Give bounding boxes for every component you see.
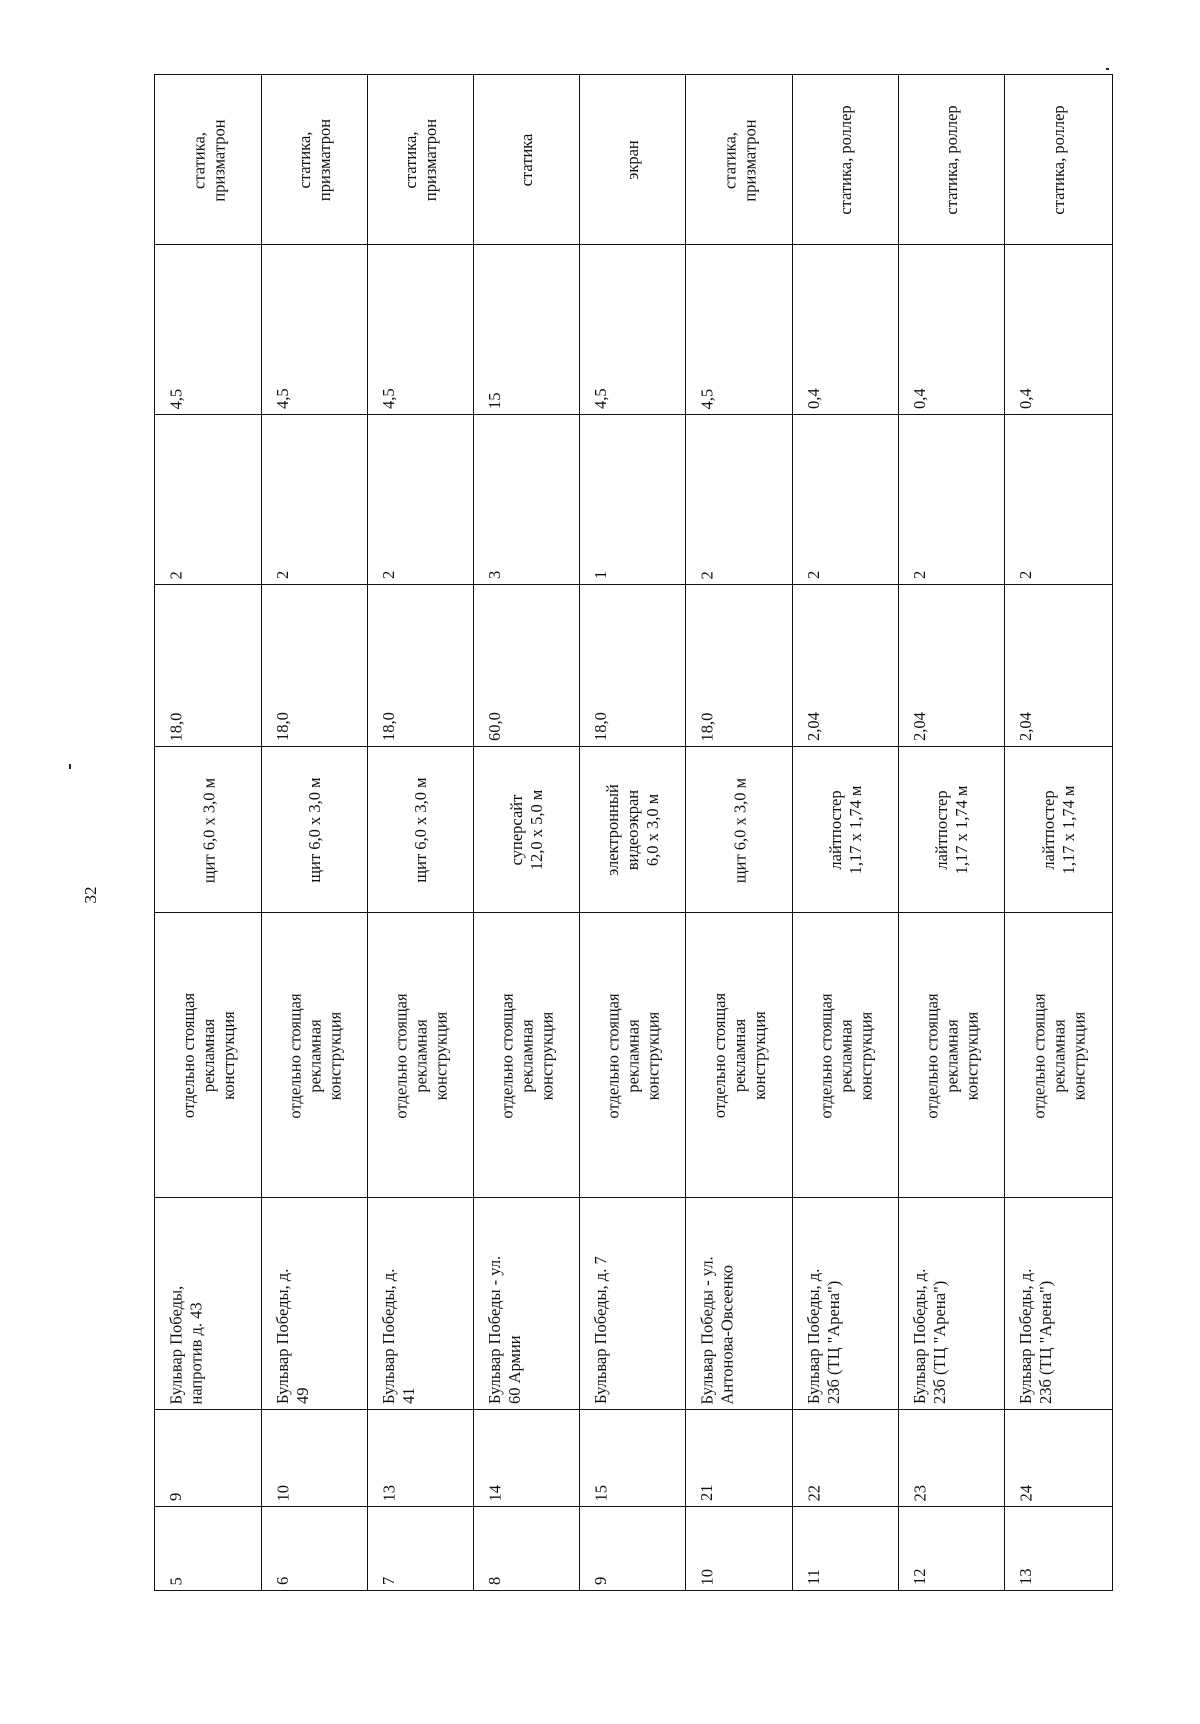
cell-text-line: статика, bbox=[295, 131, 314, 189]
cell-text-line: 4,5 bbox=[379, 388, 398, 409]
cell-text-line: рекламная bbox=[411, 1018, 430, 1093]
cell-text-line: статика, роллер bbox=[836, 105, 855, 215]
cell-tech bbox=[262, 75, 368, 245]
cell-text-line: 4,5 bbox=[166, 388, 185, 409]
cell-address bbox=[686, 1198, 793, 1410]
cell-text-line: 13 bbox=[379, 1484, 398, 1501]
cell-text-line: 18,0 bbox=[166, 712, 185, 741]
cell-tech bbox=[155, 75, 262, 245]
cell-text-line: 8 bbox=[485, 1576, 504, 1585]
cell-format bbox=[368, 747, 474, 913]
cell-total bbox=[262, 245, 368, 415]
cell-text-line: отдельно стоящая bbox=[816, 992, 835, 1119]
cell-text-line: конструкция bbox=[856, 1011, 875, 1100]
cell-text-line: 18,0 bbox=[273, 712, 292, 741]
cell-text-line: 2 bbox=[273, 570, 292, 579]
cell-text-line: Бульвар Победы - ул. bbox=[485, 1255, 504, 1404]
cell-text-line: 18,0 bbox=[379, 712, 398, 741]
cell-text-line: 41 bbox=[399, 1387, 418, 1404]
cell-total bbox=[474, 245, 580, 415]
cell-sides bbox=[474, 415, 580, 585]
cell-no bbox=[1005, 1507, 1113, 1591]
cell-no bbox=[793, 1507, 899, 1591]
cell-text-line: рекламная bbox=[942, 1018, 961, 1093]
cell-text-line: Бульвар Победы, д. bbox=[379, 1268, 398, 1404]
cell-id bbox=[474, 1410, 580, 1507]
cell-text-line: 18,0 bbox=[591, 712, 610, 741]
cell-area bbox=[899, 585, 1005, 747]
cell-text-line: статика, роллер bbox=[942, 105, 961, 215]
cell-total bbox=[1005, 245, 1113, 415]
cell-text-line: Антонова-Овсеенко bbox=[717, 1264, 736, 1404]
cell-text-line: 1,17 х 1,74 м bbox=[1059, 785, 1078, 875]
cell-tech bbox=[899, 75, 1005, 245]
cell-text-line: 23б (ТЦ "Арена") bbox=[930, 1280, 949, 1404]
cell-total bbox=[155, 245, 262, 415]
cell-text-line: конструкция bbox=[1069, 1011, 1088, 1100]
cell-area bbox=[155, 585, 262, 747]
cell-text-line: конструкция bbox=[537, 1011, 556, 1100]
cell-text-line: отдельно стоящая bbox=[709, 992, 729, 1119]
cell-text-line: 1 bbox=[591, 570, 610, 579]
cell-text-line: 0,4 bbox=[804, 388, 823, 409]
cell-text-line: статика, роллер bbox=[1049, 105, 1068, 215]
cell-format bbox=[793, 747, 899, 913]
cell-tech bbox=[368, 75, 474, 245]
field-row-sides bbox=[155, 415, 1113, 585]
cell-text-line: 9 bbox=[591, 1576, 610, 1585]
cell-sides bbox=[899, 415, 1005, 585]
cell-type bbox=[793, 913, 899, 1198]
cell-text-line: видеоэкран bbox=[623, 789, 642, 871]
cell-text-line: щит 6,0 х 3,0 м bbox=[411, 777, 430, 883]
cell-text-line: 10 bbox=[273, 1484, 292, 1501]
cell-text-line: отдельно стоящая bbox=[497, 992, 516, 1119]
cell-tech bbox=[580, 75, 686, 245]
cell-text-line: 3 bbox=[485, 570, 504, 579]
scan-speck bbox=[69, 764, 71, 769]
cell-type bbox=[686, 913, 793, 1198]
cell-text-line: 2,04 bbox=[910, 712, 929, 741]
cell-text-line: Бульвар Победы, д. bbox=[910, 1268, 929, 1404]
cell-id bbox=[368, 1410, 474, 1507]
cell-id bbox=[1005, 1410, 1113, 1507]
cell-text-line: 4,5 bbox=[273, 388, 292, 409]
cell-area bbox=[686, 585, 793, 747]
cell-address bbox=[793, 1198, 899, 1410]
cell-id bbox=[580, 1410, 686, 1507]
field-row-format bbox=[155, 747, 1113, 913]
cell-tech bbox=[474, 75, 580, 245]
cell-text-line: 2,04 bbox=[804, 712, 823, 741]
cell-total bbox=[686, 245, 793, 415]
cell-sides bbox=[793, 415, 899, 585]
cell-tech bbox=[1005, 75, 1113, 245]
cell-text-line: 2 bbox=[910, 570, 929, 579]
cell-text-line: 12 bbox=[910, 1568, 929, 1585]
cell-text-line: конструкция bbox=[643, 1011, 662, 1100]
cell-text-line: 2,04 bbox=[1016, 712, 1035, 741]
cell-text-line: 10 bbox=[697, 1568, 716, 1585]
cell-text-line: щит 6,0 х 3,0 м bbox=[198, 777, 218, 883]
cell-total bbox=[899, 245, 1005, 415]
cell-tech bbox=[793, 75, 899, 245]
cell-text-line: 6 bbox=[273, 1576, 292, 1585]
cell-text-line: рекламная bbox=[198, 1018, 218, 1093]
cell-text-line: 15 bbox=[591, 1484, 610, 1501]
cell-sides bbox=[580, 415, 686, 585]
cell-text-line: 15 bbox=[485, 392, 504, 409]
field-row-tech bbox=[155, 75, 1113, 245]
field-row-address bbox=[155, 1198, 1113, 1410]
field-row-id bbox=[155, 1410, 1113, 1507]
cell-address bbox=[1005, 1198, 1113, 1410]
cell-text-line: 22 bbox=[804, 1484, 823, 1501]
cell-no bbox=[580, 1507, 686, 1591]
cell-text-line: конструкция bbox=[325, 1011, 344, 1100]
cell-text-line: отдельно стоящая bbox=[391, 992, 410, 1119]
cell-text-line: Бульвар Победы, bbox=[166, 1285, 185, 1404]
cell-format bbox=[155, 747, 262, 913]
cell-text-line: 4,5 bbox=[591, 388, 610, 409]
cell-id bbox=[899, 1410, 1005, 1507]
cell-text-line: электронный bbox=[603, 784, 622, 876]
cell-area bbox=[474, 585, 580, 747]
cell-text-line: 18,0 bbox=[697, 712, 716, 741]
cell-text-line: 4,5 bbox=[697, 388, 716, 409]
cell-no bbox=[155, 1507, 262, 1591]
cell-text-line: 2 bbox=[166, 570, 185, 579]
cell-text-line: щит 6,0 х 3,0 м bbox=[305, 777, 324, 883]
cell-text-line: призматрон bbox=[208, 118, 228, 202]
cell-address bbox=[262, 1198, 368, 1410]
cell-address bbox=[474, 1198, 580, 1410]
cell-text-line: лайтпостер bbox=[932, 790, 951, 870]
cell-text-line: 23 bbox=[910, 1484, 929, 1501]
cell-address bbox=[580, 1198, 686, 1410]
cell-tech bbox=[686, 75, 793, 245]
cell-text-line: 14 bbox=[485, 1484, 504, 1501]
cell-text-line: Бульвар Победы - ул. bbox=[697, 1255, 716, 1404]
cell-text-line: отдельно стоящая bbox=[285, 992, 304, 1119]
cell-type bbox=[1005, 913, 1113, 1198]
cell-text-line: 49 bbox=[293, 1387, 312, 1404]
cell-text-line: конструкция bbox=[218, 1011, 238, 1100]
cell-sides bbox=[1005, 415, 1113, 585]
cell-text-line: 2 bbox=[697, 570, 716, 579]
cell-no bbox=[262, 1507, 368, 1591]
cell-text-line: статика bbox=[517, 133, 536, 187]
cell-address bbox=[155, 1198, 262, 1410]
scan-speck bbox=[1106, 68, 1109, 70]
cell-text-line: отдельно стоящая bbox=[1029, 992, 1048, 1119]
cell-sides bbox=[262, 415, 368, 585]
field-row-no bbox=[155, 1507, 1113, 1591]
cell-id bbox=[262, 1410, 368, 1507]
cell-text-line: 7 bbox=[379, 1576, 398, 1585]
cell-address bbox=[368, 1198, 474, 1410]
cell-text-line: 1,17 х 1,74 м bbox=[846, 785, 865, 875]
cell-type bbox=[368, 913, 474, 1198]
cell-text-line: рекламная bbox=[729, 1018, 749, 1093]
cell-id bbox=[686, 1410, 793, 1507]
cell-text-line: статика, bbox=[188, 131, 208, 189]
cell-format bbox=[1005, 747, 1113, 913]
cell-text-line: 6,0 х 3,0 м bbox=[643, 793, 662, 867]
cell-text-line: 60 Армии bbox=[505, 1335, 524, 1404]
cell-address bbox=[899, 1198, 1005, 1410]
cell-text-line: 1,17 х 1,74 м bbox=[952, 785, 971, 875]
cell-text-line: статика, bbox=[719, 131, 739, 189]
cell-text-line: 0,4 bbox=[910, 388, 929, 409]
cell-total bbox=[580, 245, 686, 415]
advertising-structures-table bbox=[154, 74, 1113, 1591]
cell-text-line: 60,0 bbox=[485, 712, 504, 741]
cell-no bbox=[686, 1507, 793, 1591]
cell-text-line: рекламная bbox=[836, 1018, 855, 1093]
cell-format bbox=[686, 747, 793, 913]
cell-format bbox=[262, 747, 368, 913]
cell-text-line: рекламная bbox=[1049, 1018, 1068, 1093]
cell-text-line: отдельно стоящая bbox=[178, 992, 198, 1119]
cell-area bbox=[262, 585, 368, 747]
cell-sides bbox=[155, 415, 262, 585]
cell-text-line: экран bbox=[623, 140, 642, 180]
cell-type bbox=[262, 913, 368, 1198]
cell-text-line: отдельно стоящая bbox=[922, 992, 941, 1119]
cell-format bbox=[474, 747, 580, 913]
cell-text-line: призматрон bbox=[315, 118, 334, 202]
cell-sides bbox=[368, 415, 474, 585]
cell-text-line: 9 bbox=[166, 1492, 185, 1501]
cell-area bbox=[793, 585, 899, 747]
cell-text-line: Бульвар Победы, д. bbox=[1016, 1268, 1035, 1404]
cell-text-line: напротив д. 43 bbox=[186, 1301, 205, 1404]
cell-text-line: конструкция bbox=[431, 1011, 450, 1100]
field-row-type bbox=[155, 913, 1113, 1198]
cell-format bbox=[899, 747, 1005, 913]
cell-text-line: конструкция bbox=[962, 1011, 981, 1100]
cell-area bbox=[368, 585, 474, 747]
cell-text-line: 11 bbox=[804, 1569, 823, 1585]
cell-no bbox=[368, 1507, 474, 1591]
page-number: 32 bbox=[81, 886, 100, 904]
cell-sides bbox=[686, 415, 793, 585]
cell-text-line: 2 bbox=[804, 570, 823, 579]
cell-text-line: призматрон bbox=[739, 118, 759, 202]
cell-text-line: 12,0 х 5,0 м bbox=[527, 789, 546, 871]
cell-text-line: призматрон bbox=[421, 118, 440, 202]
cell-text-line: 13 bbox=[1016, 1568, 1035, 1585]
cell-text-line: щит 6,0 х 3,0 м bbox=[729, 777, 749, 883]
cell-text-line: статика, bbox=[401, 131, 420, 189]
cell-format bbox=[580, 747, 686, 913]
cell-id bbox=[155, 1410, 262, 1507]
cell-text-line: лайтпостер bbox=[1039, 790, 1058, 870]
cell-text-line: Бульвар Победы, д. bbox=[273, 1268, 292, 1404]
cell-text-line: 0,4 bbox=[1016, 388, 1035, 409]
cell-text-line: 23б (ТЦ "Арена") bbox=[824, 1280, 843, 1404]
cell-text-line: Бульвар Победы, д. 7 bbox=[591, 1256, 610, 1404]
cell-text-line: 2 bbox=[379, 570, 398, 579]
cell-type bbox=[899, 913, 1005, 1198]
cell-text-line: 21 bbox=[697, 1484, 716, 1501]
cell-no bbox=[474, 1507, 580, 1591]
cell-text-line: рекламная bbox=[623, 1018, 642, 1093]
field-row-total bbox=[155, 245, 1113, 415]
cell-total bbox=[793, 245, 899, 415]
cell-area bbox=[1005, 585, 1113, 747]
cell-area bbox=[580, 585, 686, 747]
cell-total bbox=[368, 245, 474, 415]
cell-text-line: суперсайт bbox=[507, 794, 526, 866]
cell-text-line: рекламная bbox=[517, 1018, 536, 1093]
cell-text-line: лайтпостер bbox=[826, 790, 845, 870]
cell-text-line: 2 bbox=[1016, 570, 1035, 579]
cell-text-line: отдельно стоящая bbox=[603, 992, 622, 1119]
cell-text-line: 24 bbox=[1016, 1484, 1035, 1501]
cell-text-line: 5 bbox=[166, 1576, 185, 1585]
cell-no bbox=[899, 1507, 1005, 1591]
cell-text-line: 23б (ТЦ "Арена") bbox=[1036, 1280, 1055, 1404]
cell-type bbox=[580, 913, 686, 1198]
cell-text-line: рекламная bbox=[305, 1018, 324, 1093]
cell-type bbox=[474, 913, 580, 1198]
field-row-area bbox=[155, 585, 1113, 747]
cell-id bbox=[793, 1410, 899, 1507]
cell-type bbox=[155, 913, 262, 1198]
cell-text-line: конструкция bbox=[749, 1011, 769, 1100]
cell-text-line: Бульвар Победы, д. bbox=[804, 1268, 823, 1404]
